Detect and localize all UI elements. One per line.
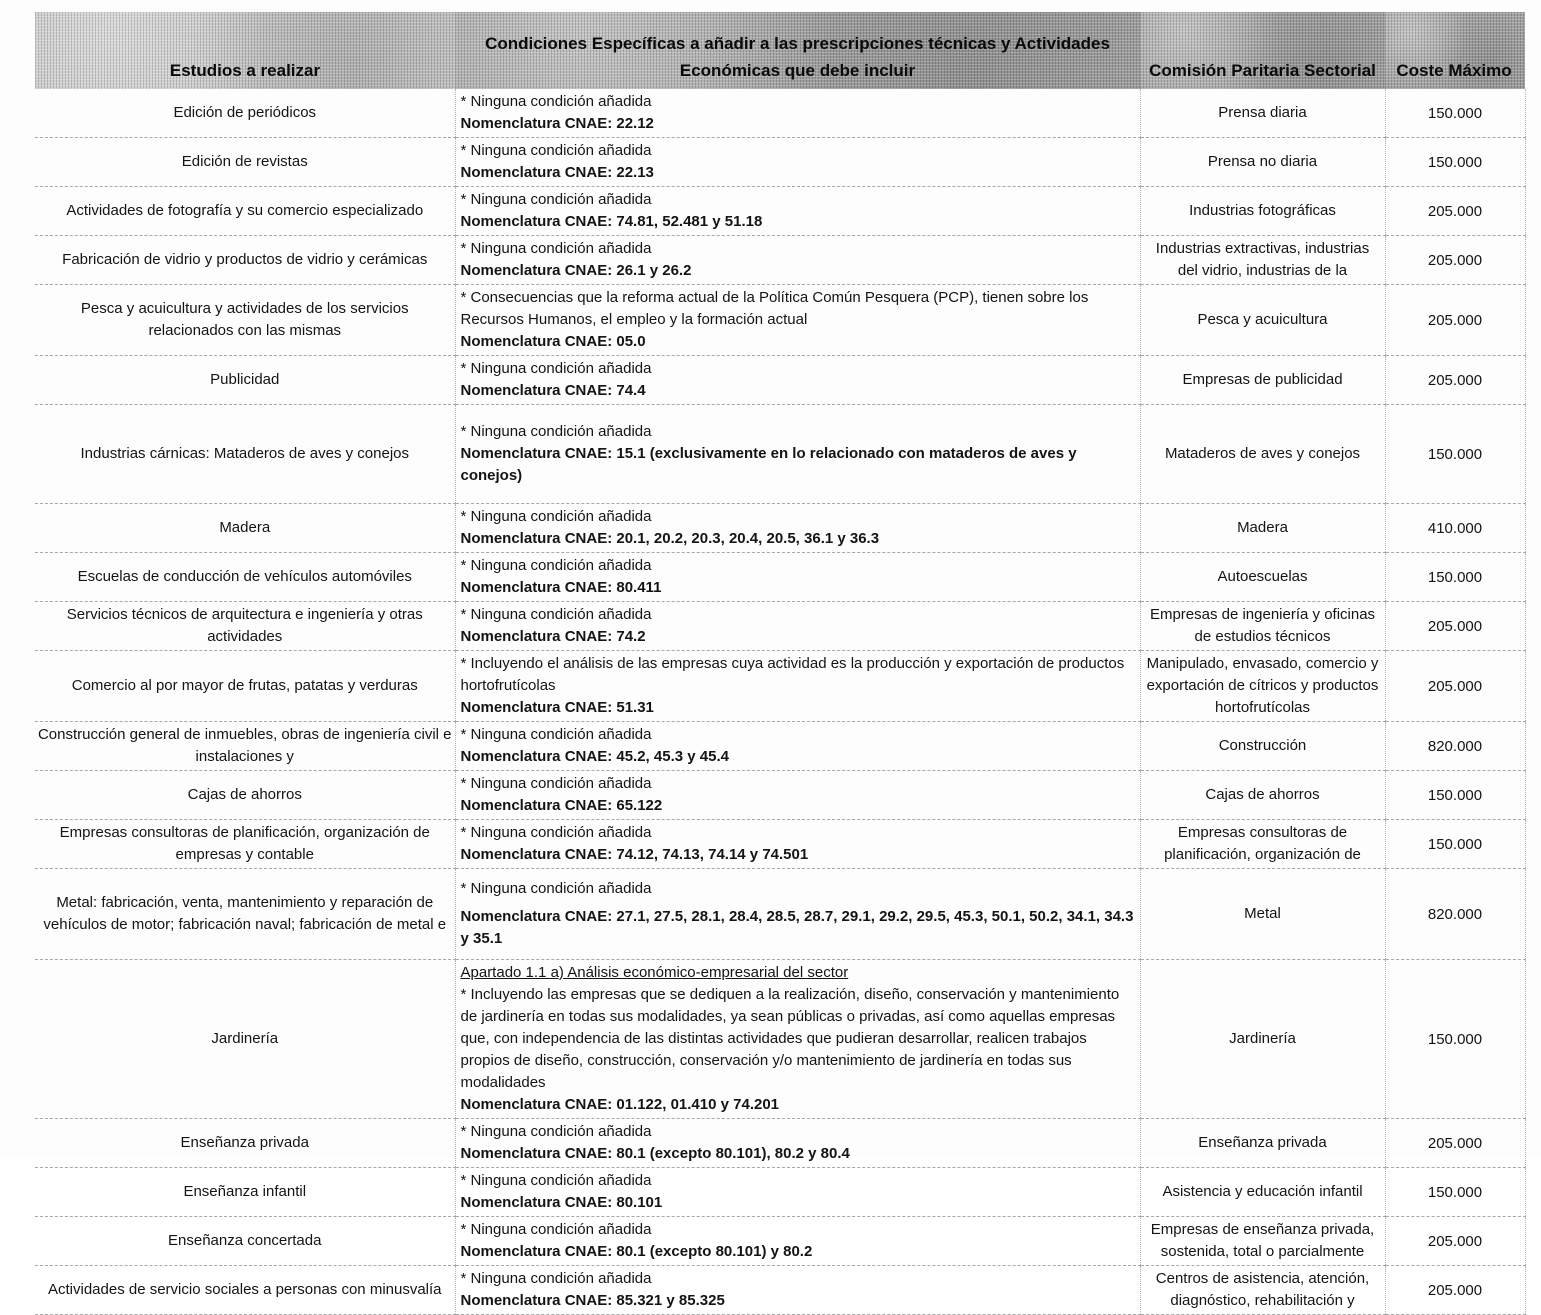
comision-cell: Jardinería bbox=[1140, 960, 1385, 1119]
comision-cell: Industrias extractivas, industrias del vidrio, industrias de la bbox=[1140, 236, 1385, 285]
header-condiciones: Condiciones Específicas a añadir a las prescripciones técnicas y Actividades Económicas que debe incluir bbox=[455, 12, 1140, 89]
table-row bbox=[35, 138, 1525, 187]
condiciones-lines bbox=[461, 1121, 1134, 1165]
comision-cell: Enseñanza privada bbox=[1140, 1119, 1385, 1168]
comision-cell: Prensa diaria bbox=[1140, 89, 1385, 138]
coste-cell: 150.000 bbox=[1385, 1168, 1525, 1217]
table-row bbox=[35, 1168, 1525, 1217]
comision-cell: Empresas de enseñanza privada, sostenida, total o parcialmente bbox=[1140, 1217, 1385, 1266]
coste-cell: 205.000 bbox=[1385, 651, 1525, 722]
header-estudios: Estudios a realizar bbox=[35, 12, 455, 89]
estudio-cell: Comercio al por mayor de frutas, patatas y verduras bbox=[35, 651, 455, 722]
condition-line: * Ninguna condición añadida bbox=[460, 423, 652, 440]
table-row bbox=[35, 553, 1525, 602]
condiciones-cell bbox=[455, 960, 1140, 1119]
condition-line: Nomenclatura CNAE: 45.2, 45.3 y 45.4 bbox=[460, 748, 729, 765]
coste-cell: 820.000 bbox=[1385, 869, 1525, 960]
condiciones-cell bbox=[455, 285, 1140, 356]
estudio-cell: Publicidad bbox=[35, 356, 455, 405]
estudio-cell: Pesca y acuicultura y actividades de los servicios relacionados con las mismas bbox=[35, 285, 455, 356]
condition-line: * Ninguna condición añadida bbox=[460, 1221, 652, 1238]
condiciones-cell bbox=[455, 1217, 1140, 1266]
table-row bbox=[35, 356, 1525, 405]
condiciones-lines bbox=[461, 724, 1134, 768]
condiciones-lines bbox=[461, 773, 1134, 817]
table-row bbox=[35, 1119, 1525, 1168]
comision-cell: Prensa no diaria bbox=[1140, 138, 1385, 187]
condition-line: Nomenclatura CNAE: 51.31 bbox=[460, 699, 654, 716]
comision-cell: Centros de asistencia, atención, diagnóstico, rehabilitación y bbox=[1140, 1266, 1385, 1315]
table-body bbox=[35, 89, 1525, 1315]
coste-cell: 205.000 bbox=[1385, 285, 1525, 356]
condition-line: Nomenclatura CNAE: 22.12 bbox=[460, 115, 654, 132]
condiciones-cell bbox=[455, 651, 1140, 722]
condition-line: Nomenclatura CNAE: 26.1 y 26.2 bbox=[460, 262, 692, 279]
condiciones-lines bbox=[461, 873, 1134, 955]
table-row bbox=[35, 960, 1525, 1119]
comision-cell: Construcción bbox=[1140, 722, 1385, 771]
condition-line: Apartado 1.1 a) Análisis económico-empresarial del sector bbox=[460, 964, 849, 981]
table-row bbox=[35, 771, 1525, 820]
condiciones-lines bbox=[461, 189, 1134, 233]
condition-line: Nomenclatura CNAE: 80.101 bbox=[460, 1194, 663, 1211]
coste-cell: 150.000 bbox=[1385, 405, 1525, 504]
condiciones-cell bbox=[455, 553, 1140, 602]
coste-cell: 205.000 bbox=[1385, 236, 1525, 285]
comision-cell: Empresas de ingeniería y oficinas de estudios técnicos bbox=[1140, 602, 1385, 651]
estudio-cell: Actividades de fotografía y su comercio especializado bbox=[35, 187, 455, 236]
condiciones-cell bbox=[455, 1119, 1140, 1168]
condition-line: Nomenclatura CNAE: 80.1 (excepto 80.101) y 80.2 bbox=[460, 1243, 813, 1260]
condiciones-cell bbox=[455, 869, 1140, 960]
estudio-cell: Actividades de servicio sociales a personas con minusvalía bbox=[35, 1266, 455, 1315]
condiciones-lines bbox=[461, 421, 1134, 487]
coste-cell: 150.000 bbox=[1385, 820, 1525, 869]
table-row bbox=[35, 820, 1525, 869]
comision-cell: Pesca y acuicultura bbox=[1140, 285, 1385, 356]
estudio-cell: Edición de revistas bbox=[35, 138, 455, 187]
table-row bbox=[35, 1266, 1525, 1315]
comision-cell: Empresas consultoras de planificación, organización de bbox=[1140, 820, 1385, 869]
estudio-cell: Empresas consultoras de planificación, organización de empresas y contable bbox=[35, 820, 455, 869]
condiciones-lines bbox=[461, 822, 1134, 866]
condition-line: * Ninguna condición añadida bbox=[460, 508, 652, 525]
condition-line: * Ninguna condición añadida bbox=[460, 557, 652, 574]
coste-cell: 205.000 bbox=[1385, 602, 1525, 651]
condition-line: Nomenclatura CNAE: 15.1 (exclusivamente en lo relacionado con mataderos de aves y conejos) bbox=[460, 445, 1077, 484]
condition-line: Nomenclatura CNAE: 22.13 bbox=[460, 164, 654, 181]
coste-cell: 205.000 bbox=[1385, 356, 1525, 405]
header-coste: Coste Máximo bbox=[1385, 12, 1525, 89]
condition-line: * Ninguna condición añadida bbox=[460, 360, 652, 377]
condiciones-lines bbox=[461, 604, 1134, 648]
condition-line: Nomenclatura CNAE: 05.0 bbox=[460, 333, 646, 350]
condiciones-lines bbox=[461, 555, 1134, 599]
comision-cell: Mataderos de aves y conejos bbox=[1140, 405, 1385, 504]
condiciones-lines bbox=[461, 287, 1134, 353]
table-row bbox=[35, 722, 1525, 771]
coste-cell: 150.000 bbox=[1385, 553, 1525, 602]
table-row bbox=[35, 89, 1525, 138]
condiciones-lines bbox=[461, 1219, 1134, 1263]
condiciones-cell bbox=[455, 236, 1140, 285]
coste-cell: 205.000 bbox=[1385, 187, 1525, 236]
table-header bbox=[35, 12, 1525, 89]
condition-line: Nomenclatura CNAE: 74.2 bbox=[460, 628, 646, 645]
estudio-cell: Fabricación de vidrio y productos de vidrio y cerámicas bbox=[35, 236, 455, 285]
table-row bbox=[35, 504, 1525, 553]
comision-cell: Cajas de ahorros bbox=[1140, 771, 1385, 820]
condition-line: Nomenclatura CNAE: 74.4 bbox=[460, 382, 646, 399]
comision-cell: Industrias fotográficas bbox=[1140, 187, 1385, 236]
condition-line: * Incluyendo el análisis de las empresas cuya actividad es la producción y exportación de productos hortofrutícolas bbox=[460, 655, 1125, 694]
condiciones-cell bbox=[455, 722, 1140, 771]
condition-line: * Ninguna condición añadida bbox=[460, 1270, 652, 1287]
condition-line: * Incluyendo las empresas que se dediquen a la realización, diseño, conservación y mantenimiento de jardinería en todas sus modalidades, ya sean públicas o privadas, así como aquellas empresas que, con independencia de las distintas actividades que pudieran desarrollar, realicen trabajos propios de diseño, construcción, conservación y/o mantenimiento de jardinería en todas sus modalidades bbox=[460, 986, 1120, 1091]
condiciones-lines bbox=[461, 1170, 1134, 1214]
condiciones-cell bbox=[455, 504, 1140, 553]
condition-line: * Ninguna condición añadida bbox=[460, 1172, 652, 1189]
estudio-cell: Edición de periódicos bbox=[35, 89, 455, 138]
condiciones-lines bbox=[461, 238, 1134, 282]
coste-cell: 410.000 bbox=[1385, 504, 1525, 553]
table-row bbox=[35, 285, 1525, 356]
condition-line: Nomenclatura CNAE: 20.1, 20.2, 20.3, 20.4, 20.5, 36.1 y 36.3 bbox=[460, 530, 880, 547]
condiciones-cell bbox=[455, 1266, 1140, 1315]
table-row bbox=[35, 1217, 1525, 1266]
estudio-cell: Enseñanza concertada bbox=[35, 1217, 455, 1266]
condiciones-cell bbox=[455, 187, 1140, 236]
coste-cell: 150.000 bbox=[1385, 960, 1525, 1119]
condiciones-lines bbox=[461, 1268, 1134, 1312]
condiciones-cell bbox=[455, 405, 1140, 504]
table-row bbox=[35, 869, 1525, 960]
condiciones-lines bbox=[461, 358, 1134, 402]
comision-cell: Autoescuelas bbox=[1140, 553, 1385, 602]
coste-cell: 150.000 bbox=[1385, 89, 1525, 138]
condiciones-cell bbox=[455, 771, 1140, 820]
condition-line: Nomenclatura CNAE: 80.411 bbox=[460, 579, 662, 596]
condition-line: * Ninguna condición añadida bbox=[460, 824, 652, 841]
estudio-cell: Metal: fabricación, venta, mantenimiento y reparación de vehículos de motor; fabricación naval; fabricación de metal e bbox=[35, 869, 455, 960]
coste-cell: 820.000 bbox=[1385, 722, 1525, 771]
condiciones-cell bbox=[455, 1168, 1140, 1217]
coste-cell: 150.000 bbox=[1385, 138, 1525, 187]
coste-cell: 205.000 bbox=[1385, 1119, 1525, 1168]
condiciones-lines bbox=[461, 506, 1134, 550]
table-row bbox=[35, 236, 1525, 285]
estudio-cell: Servicios técnicos de arquitectura e ingeniería y otras actividades bbox=[35, 602, 455, 651]
condiciones-cell bbox=[455, 89, 1140, 138]
comision-cell: Empresas de publicidad bbox=[1140, 356, 1385, 405]
condiciones-lines bbox=[461, 91, 1134, 135]
table-row bbox=[35, 602, 1525, 651]
condition-line: * Ninguna condición añadida bbox=[460, 606, 652, 623]
condiciones-lines bbox=[461, 962, 1134, 1116]
condition-line: * Ninguna condición añadida bbox=[460, 93, 652, 110]
comision-cell: Manipulado, envasado, comercio y exportación de cítricos y productos hortofrutícolas bbox=[1140, 651, 1385, 722]
condition-line: * Ninguna condición añadida bbox=[460, 880, 652, 898]
condition-line: * Ninguna condición añadida bbox=[460, 142, 652, 159]
table-row bbox=[35, 651, 1525, 722]
studies-table bbox=[35, 12, 1526, 1315]
condition-line: Nomenclatura CNAE: 85.321 y 85.325 bbox=[460, 1292, 725, 1309]
condition-line: * Ninguna condición añadida bbox=[460, 775, 652, 792]
coste-cell: 205.000 bbox=[1385, 1217, 1525, 1266]
table-row bbox=[35, 187, 1525, 236]
estudio-cell: Escuelas de conducción de vehículos automóviles bbox=[35, 553, 455, 602]
condiciones-cell bbox=[455, 820, 1140, 869]
condition-line: * Ninguna condición añadida bbox=[460, 191, 652, 208]
coste-cell: 150.000 bbox=[1385, 771, 1525, 820]
condiciones-cell bbox=[455, 356, 1140, 405]
condition-line: Nomenclatura CNAE: 01.122, 01.410 y 74.201 bbox=[460, 1096, 780, 1113]
condition-line: * Ninguna condición añadida bbox=[460, 726, 652, 743]
coste-cell: 205.000 bbox=[1385, 1266, 1525, 1315]
condition-line: Nomenclatura CNAE: 80.1 (excepto 80.101), 80.2 y 80.4 bbox=[460, 1145, 850, 1162]
comision-cell: Asistencia y educación infantil bbox=[1140, 1168, 1385, 1217]
table-row bbox=[35, 405, 1525, 504]
estudio-cell: Cajas de ahorros bbox=[35, 771, 455, 820]
condition-line: * Consecuencias que la reforma actual de la Política Común Pesquera (PCP), tienen sobre los Recursos Humanos, el empleo y la formación actual bbox=[460, 289, 1089, 328]
table-header-row bbox=[35, 12, 1525, 89]
condition-line: Nomenclatura CNAE: 27.1, 27.5, 28.1, 28.4, 28.5, 28.7, 29.1, 29.2, 29.5, 45.3, 50.1, 50.2, 34.1, 34.3 y 35.1 bbox=[460, 907, 1134, 947]
condiciones-cell bbox=[455, 138, 1140, 187]
condition-line: * Ninguna condición añadida bbox=[460, 240, 652, 257]
estudio-cell: Enseñanza infantil bbox=[35, 1168, 455, 1217]
estudio-cell: Construcción general de inmuebles, obras de ingeniería civil e instalaciones y bbox=[35, 722, 455, 771]
condition-line: * Ninguna condición añadida bbox=[460, 1123, 652, 1140]
comision-cell: Madera bbox=[1140, 504, 1385, 553]
estudio-cell: Madera bbox=[35, 504, 455, 553]
condiciones-cell bbox=[455, 602, 1140, 651]
estudio-cell: Jardinería bbox=[35, 960, 455, 1119]
condition-line: Nomenclatura CNAE: 74.12, 74.13, 74.14 y 74.501 bbox=[460, 846, 809, 863]
condition-line: Nomenclatura CNAE: 65.122 bbox=[460, 797, 663, 814]
condiciones-lines bbox=[461, 653, 1134, 719]
estudio-cell: Industrias cárnicas: Mataderos de aves y conejos bbox=[35, 405, 455, 504]
header-comision: Comisión Paritaria Sectorial bbox=[1140, 12, 1385, 89]
comision-cell: Metal bbox=[1140, 869, 1385, 960]
condiciones-lines bbox=[461, 140, 1134, 184]
condition-line: Nomenclatura CNAE: 74.81, 52.481 y 51.18 bbox=[460, 213, 763, 230]
estudio-cell: Enseñanza privada bbox=[35, 1119, 455, 1168]
